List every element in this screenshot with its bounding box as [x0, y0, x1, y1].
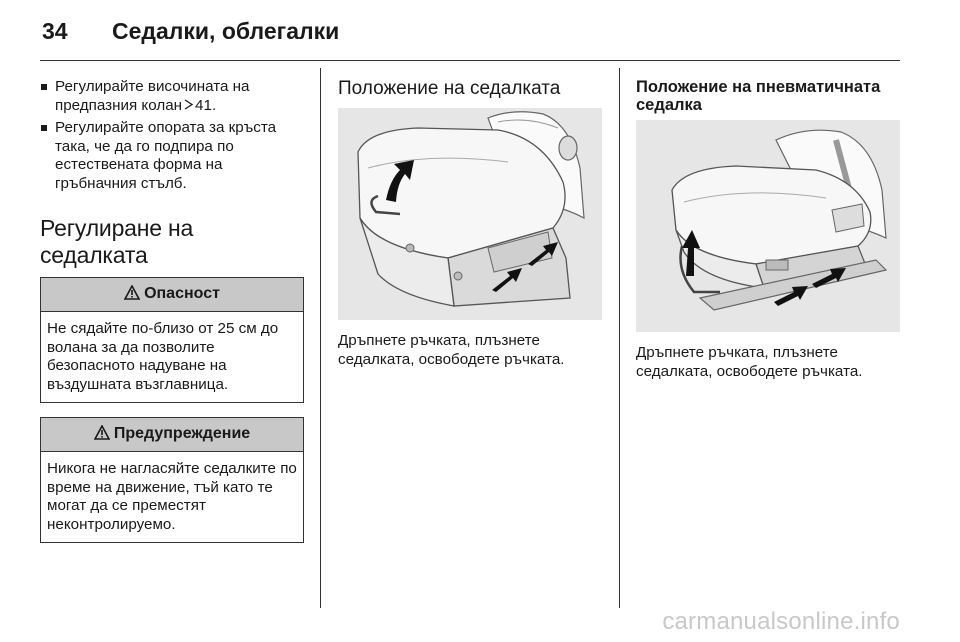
page-number: 34	[42, 18, 68, 44]
watermark: carmanualsonline.info	[662, 608, 900, 635]
warning-box-text: Никога не нагласяйте седалките по време на движение, тъй като те могат да се преместят неконтролируемо.	[47, 460, 297, 533]
page-reference-icon	[184, 97, 193, 116]
column-left	[40, 78, 304, 557]
warning-triangle-icon	[94, 425, 110, 445]
danger-box	[40, 277, 304, 403]
bullet-icon	[41, 84, 47, 90]
subsection-title: Положение на седалката	[338, 78, 561, 99]
illustration-caption: Дръпнете ръчката, плъзнете седалката, освободете ръчката.	[636, 344, 863, 380]
page-header	[42, 18, 339, 48]
subsection-title: Положение на пневматичната седалка	[636, 78, 881, 114]
page-reference: 41.	[195, 96, 217, 114]
pneumatic-seat-illustration	[636, 120, 900, 332]
bullet-text: Регулирайте височината на предпазния колан	[55, 78, 250, 114]
illustration-caption: Дръпнете ръчката, плъзнете седалката, освободете ръчката.	[338, 332, 565, 368]
warning-triangle-icon	[124, 285, 140, 305]
column-divider	[619, 68, 620, 608]
list-item	[40, 78, 304, 115]
bullet-text: Регулирайте опората за кръста така, че да го подпира по естествената форма на гръбначния стълб.	[55, 119, 277, 192]
section-title: Регулиране на седалката	[40, 215, 194, 268]
danger-box-header	[41, 278, 303, 312]
column-middle	[338, 78, 602, 369]
warning-box-header	[41, 418, 303, 452]
list-item	[40, 119, 304, 193]
warning-box	[40, 417, 304, 543]
column-divider	[320, 68, 321, 608]
bullet-icon	[41, 125, 47, 131]
page-title: Седалки, облегалки	[112, 18, 340, 44]
danger-box-title: Опасност	[144, 285, 220, 302]
danger-box-text: Не сядайте по-близо от 25 см до волана за да позволите безопасното надуване на въздушната възглавница.	[47, 320, 279, 393]
header-divider	[40, 60, 900, 61]
bullet-list	[40, 78, 304, 193]
column-right	[636, 78, 900, 381]
seat-illustration	[338, 108, 602, 320]
warning-box-title: Предупреждение	[113, 425, 251, 442]
